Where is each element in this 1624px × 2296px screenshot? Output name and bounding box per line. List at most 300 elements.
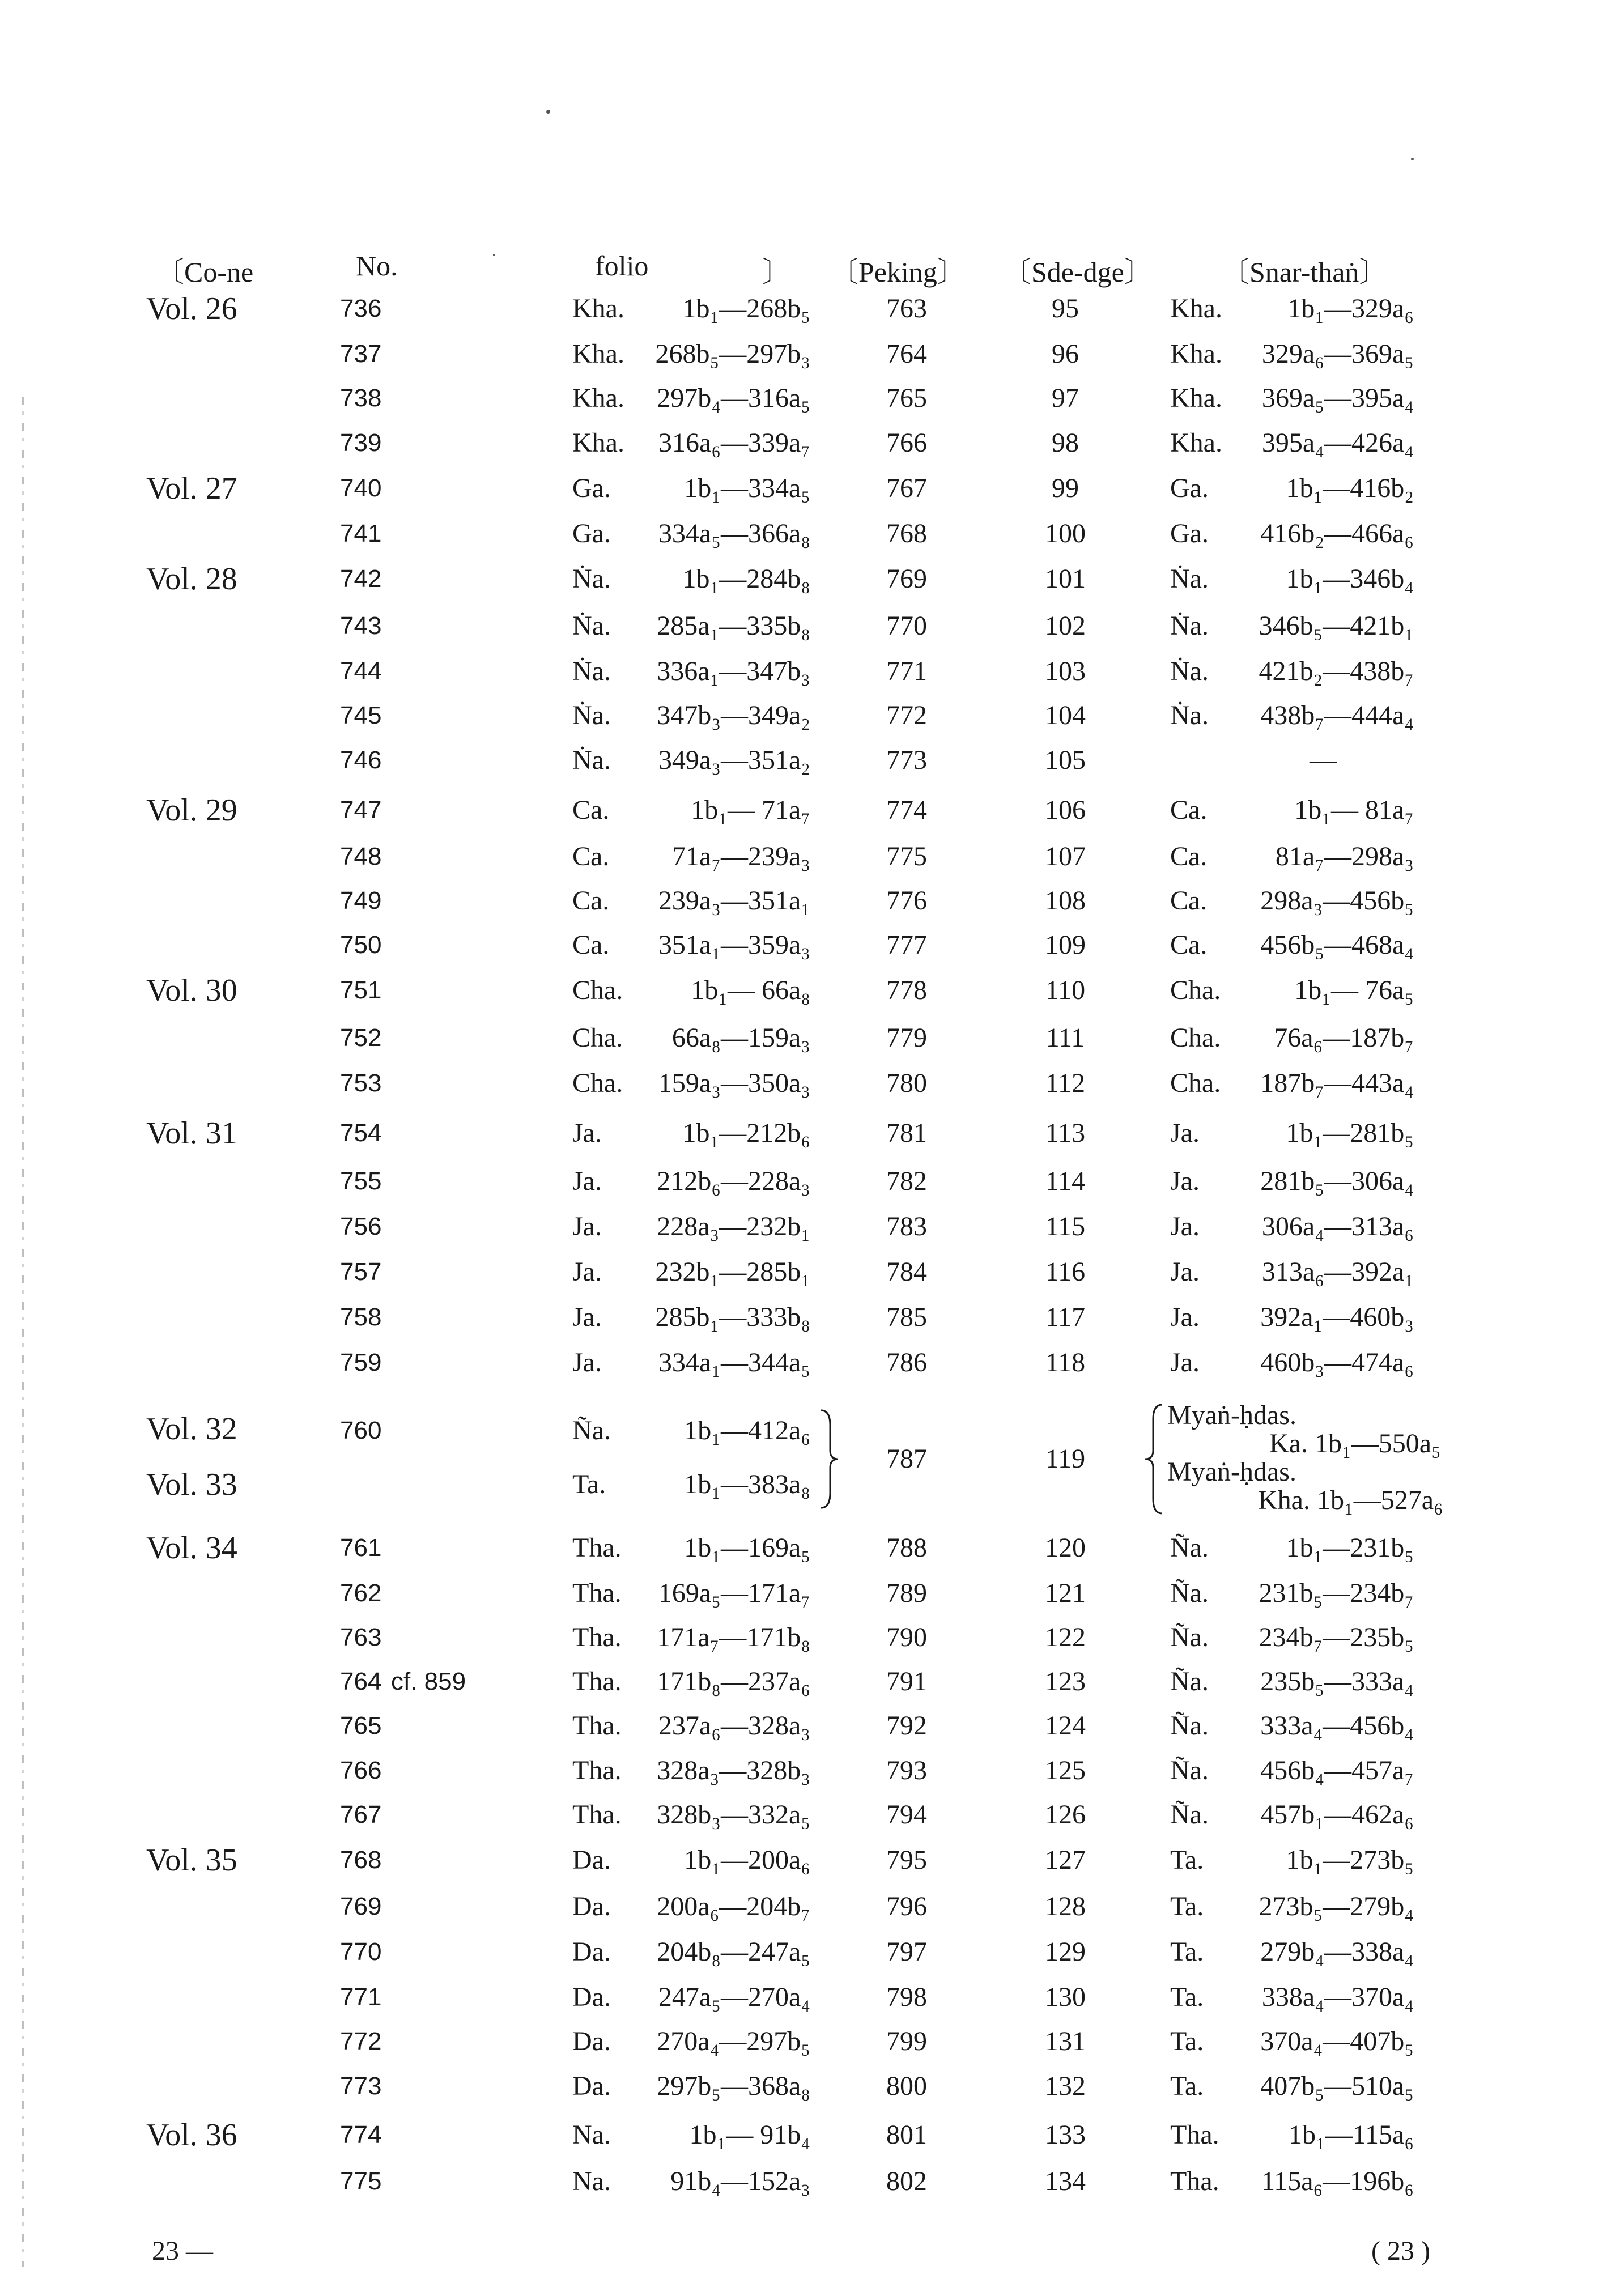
snarthan-range: 1b₁—329a₆ bbox=[1287, 294, 1414, 324]
sdedge-number: 133 bbox=[1045, 2120, 1086, 2150]
right-brace-icon bbox=[819, 1408, 841, 1510]
folio-range: 328b₃—332a₅ bbox=[657, 1800, 810, 1830]
sdedge-number: 124 bbox=[1045, 1711, 1086, 1741]
folio-volume: Tha. bbox=[572, 1578, 622, 1608]
folio-range: 1b₁— 91b₄ bbox=[689, 2120, 810, 2150]
sdedge-number: 96 bbox=[1052, 339, 1079, 369]
folio-range: 334a₅—366a₈ bbox=[658, 518, 810, 549]
sdedge-number: 107 bbox=[1045, 841, 1086, 871]
snarthan-range: 333a₄—456b₄ bbox=[1260, 1711, 1414, 1741]
peking-number: 790 bbox=[886, 1622, 927, 1652]
snarthan-volume: Ta. bbox=[1170, 1891, 1204, 1921]
folio-volume: Ṅa. bbox=[572, 564, 611, 594]
entry-number: 766 bbox=[340, 1757, 382, 1784]
snarthan-volume: Ca. bbox=[1170, 795, 1208, 825]
table-row bbox=[0, 2165, 1624, 2204]
sdedge-number: 101 bbox=[1045, 564, 1086, 594]
folio-range: 66a₈—159a₃ bbox=[671, 1023, 810, 1053]
folio-range: 285a₁—335b₈ bbox=[657, 611, 810, 641]
volume-label: Vol. 28 bbox=[146, 562, 237, 597]
snarthan-volume: Cha. bbox=[1170, 1023, 1221, 1053]
table-row bbox=[0, 1021, 1624, 1061]
table-row bbox=[0, 1210, 1624, 1249]
peking-number: 791 bbox=[886, 1666, 927, 1697]
entry-number: 736 bbox=[340, 295, 382, 322]
sdedge-number: 109 bbox=[1045, 930, 1086, 960]
folio-range: 1b₁— 71a₇ bbox=[691, 795, 810, 825]
folio-volume: Ṅa. bbox=[572, 745, 611, 775]
snarthan-range: 313a₆—392a₁ bbox=[1261, 1257, 1414, 1287]
snarthan-range: 421b₂—438b₇ bbox=[1259, 656, 1414, 686]
folio-volume: Ña. bbox=[572, 1415, 611, 1445]
folio-volume: Da. bbox=[572, 1891, 611, 1921]
table-row bbox=[0, 1980, 1624, 2020]
scan-speck bbox=[493, 254, 495, 256]
table-row bbox=[0, 1346, 1624, 1385]
snarthan-range: 407b₅—510a₅ bbox=[1260, 2071, 1414, 2101]
entry-number: 770 bbox=[340, 1938, 382, 1966]
entry-number: 765 bbox=[340, 1712, 382, 1740]
table-row bbox=[0, 973, 1624, 1013]
folio-volume: Ca. bbox=[572, 841, 610, 871]
snarthan-volume: Ṅa. bbox=[1170, 564, 1209, 594]
sdedge-number: 119 bbox=[1045, 1444, 1086, 1474]
peking-number: 772 bbox=[886, 700, 927, 730]
sdedge-number: 125 bbox=[1045, 1755, 1086, 1785]
snarthan-range: 81a₇—298a₃ bbox=[1275, 841, 1414, 871]
table-row bbox=[0, 2069, 1624, 2109]
entry-number: 754 bbox=[340, 1119, 382, 1147]
peking-number: 782 bbox=[886, 1166, 927, 1196]
entry-number: 743 bbox=[340, 612, 382, 640]
snarthan-range: 76a₆—187b₇ bbox=[1274, 1023, 1414, 1053]
table-row bbox=[0, 1665, 1624, 1704]
sdedge-number: 97 bbox=[1052, 383, 1079, 413]
peking-number: 788 bbox=[886, 1533, 927, 1563]
snarthan-volume: Ja. bbox=[1170, 1211, 1200, 1241]
peking-number: 775 bbox=[886, 841, 927, 871]
volume-label: Vol. 29 bbox=[146, 793, 237, 828]
snarthan-range: Kha. 1b₁—527a₆ bbox=[1258, 1485, 1443, 1515]
volume-label: Vol. 35 bbox=[146, 1843, 237, 1878]
snarthan-range: 1b₁—231b₅ bbox=[1286, 1533, 1414, 1563]
folio-volume: Tha. bbox=[572, 1755, 622, 1785]
folio-range: 268b₅—297b₃ bbox=[655, 339, 810, 369]
folio-range: 1b₁—334a₅ bbox=[684, 473, 810, 503]
snarthan-volume: Ga. bbox=[1170, 473, 1209, 503]
folio-volume: Tha. bbox=[572, 1800, 622, 1830]
table-row bbox=[0, 1798, 1624, 1838]
entry-number: 753 bbox=[340, 1069, 382, 1097]
peking-number: 789 bbox=[886, 1578, 927, 1608]
peking-number: 777 bbox=[886, 930, 927, 960]
folio-volume: Ja. bbox=[572, 1347, 602, 1377]
snarthan-volume: Ja. bbox=[1170, 1347, 1200, 1377]
folio-range: 1b₁— 66a₈ bbox=[691, 975, 810, 1005]
sdedge-number: 129 bbox=[1045, 1937, 1086, 1967]
peking-number: 770 bbox=[886, 611, 927, 641]
folio-range: 232b₁—285b₁ bbox=[655, 1257, 810, 1287]
sdedge-number: 123 bbox=[1045, 1666, 1086, 1697]
folio-range: 334a₁—344a₅ bbox=[658, 1347, 810, 1377]
folio-range: 237a₆—328a₃ bbox=[658, 1711, 810, 1741]
sdedge-number: 122 bbox=[1045, 1622, 1086, 1652]
sdedge-number: 108 bbox=[1045, 886, 1086, 916]
sdedge-number: 128 bbox=[1045, 1891, 1086, 1921]
folio-volume: Tha. bbox=[572, 1622, 622, 1652]
entry-number: 771 bbox=[340, 1983, 382, 2011]
folio-range: 212b₆—228a₃ bbox=[657, 1166, 810, 1196]
peking-number: 796 bbox=[886, 1891, 927, 1921]
page-number-right: ( 23 ) bbox=[1371, 2236, 1430, 2266]
folio-range: 1b₁—383a₈ bbox=[684, 1469, 810, 1499]
table-row bbox=[0, 609, 1624, 649]
snarthan-title: Myaṅ-ḥdas. bbox=[1167, 1400, 1296, 1430]
sdedge-number: 117 bbox=[1045, 1302, 1086, 1332]
table-row bbox=[0, 743, 1624, 783]
snarthan-volume: Ña. bbox=[1170, 1800, 1209, 1830]
folio-range: 1b₁—169a₅ bbox=[684, 1533, 810, 1563]
peking-number: 773 bbox=[886, 745, 927, 775]
snarthan-range: 338a₄—370a₄ bbox=[1261, 1982, 1414, 2012]
folio-volume: Tha. bbox=[572, 1533, 622, 1563]
folio-range: 316a₆—339a₇ bbox=[658, 428, 810, 458]
sdedge-number: 131 bbox=[1045, 2026, 1086, 2056]
entry-number: 772 bbox=[340, 2027, 382, 2055]
snarthan-volume: Ta. bbox=[1170, 1845, 1204, 1875]
sdedge-number: 114 bbox=[1045, 1166, 1086, 1196]
entry-number: 751 bbox=[340, 976, 382, 1004]
peking-number: 793 bbox=[886, 1755, 927, 1785]
folio-range: 285b₁—333b₈ bbox=[655, 1302, 810, 1332]
entry-number: 773 bbox=[340, 2072, 382, 2100]
entry-number: 767 bbox=[340, 1801, 382, 1829]
entry-number: 739 bbox=[340, 429, 382, 457]
snarthan-range: 392a₁—460b₃ bbox=[1260, 1302, 1414, 1332]
sdedge-number: 110 bbox=[1045, 975, 1086, 1005]
folio-volume: Tha. bbox=[572, 1666, 622, 1697]
snarthan-volume: Ta. bbox=[1170, 2071, 1204, 2101]
folio-range: 159a₃—350a₃ bbox=[658, 1068, 810, 1098]
snarthan-volume: Ña. bbox=[1170, 1755, 1209, 1785]
table-row bbox=[0, 471, 1624, 511]
entry-number: 741 bbox=[340, 520, 382, 547]
snarthan-range: 1b₁—273b₅ bbox=[1286, 1845, 1414, 1875]
peking-number: 799 bbox=[886, 2026, 927, 2056]
snarthan-range: 395a₄—426a₄ bbox=[1261, 428, 1414, 458]
sdedge-number: 99 bbox=[1052, 473, 1079, 503]
folio-volume: Ṅa. bbox=[572, 700, 611, 730]
snarthan-volume: Ña. bbox=[1170, 1578, 1209, 1608]
table-row bbox=[0, 1116, 1624, 1156]
table-row bbox=[0, 1890, 1624, 1929]
peking-number: 794 bbox=[886, 1800, 927, 1830]
snarthan-volume: Ña. bbox=[1170, 1711, 1209, 1741]
snarthan-range: 457b₁—462a₆ bbox=[1260, 1800, 1414, 1830]
sdedge-number: 106 bbox=[1045, 795, 1086, 825]
sdedge-number: 112 bbox=[1045, 1068, 1086, 1098]
folio-range: 1b₁—284b₈ bbox=[682, 564, 810, 594]
peking-number: 779 bbox=[886, 1023, 927, 1053]
peking-number: 774 bbox=[886, 795, 927, 825]
header-cone: 〔Co-ne bbox=[156, 256, 254, 288]
snarthan-volume: Kha. bbox=[1170, 383, 1222, 413]
snarthan-range: 279b₄—338a₄ bbox=[1260, 1937, 1414, 1967]
snarthan-range: 369a₅—395a₄ bbox=[1261, 383, 1414, 413]
table-row bbox=[0, 654, 1624, 694]
snarthan-volume: Ta. bbox=[1170, 1982, 1204, 2012]
folio-range: 1b₁—412a₆ bbox=[684, 1415, 810, 1445]
table-row bbox=[0, 699, 1624, 738]
folio-range: 297b₄—316a₅ bbox=[657, 383, 810, 413]
sdedge-number: 103 bbox=[1045, 656, 1086, 686]
table-row bbox=[0, 1531, 1624, 1571]
folio-volume: Cha. bbox=[572, 1023, 623, 1053]
header-folio: folio bbox=[595, 250, 649, 282]
volume-label: Vol. 27 bbox=[146, 471, 237, 506]
folio-range: 247a₅—270a₄ bbox=[658, 1982, 810, 2012]
snarthan-range: 1b₁— 81a₇ bbox=[1294, 795, 1414, 825]
folio-range: 328a₃—328b₃ bbox=[657, 1755, 810, 1785]
folio-range: 297b₅—368a₈ bbox=[657, 2071, 810, 2101]
scan-speck bbox=[546, 110, 550, 114]
peking-number: 798 bbox=[886, 1982, 927, 2012]
entry-number: 744 bbox=[340, 657, 382, 685]
entry-number: 749 bbox=[340, 887, 382, 915]
volume-label: Vol. 30 bbox=[146, 973, 237, 1008]
folio-range: 1b₁—268b₅ bbox=[682, 294, 810, 324]
peking-number: 787 bbox=[886, 1444, 927, 1474]
table-row bbox=[0, 2025, 1624, 2064]
snarthan-volume: Ṅa. bbox=[1170, 656, 1209, 686]
entry-number: 760 bbox=[340, 1417, 382, 1444]
peking-number: 767 bbox=[886, 473, 927, 503]
snarthan-volume: Ja. bbox=[1170, 1166, 1200, 1196]
entry-number: 737 bbox=[340, 340, 382, 368]
folio-volume: Ca. bbox=[572, 795, 610, 825]
sdedge-number: 115 bbox=[1045, 1211, 1086, 1241]
sdedge-number: 105 bbox=[1045, 745, 1086, 775]
header-snarthan: 〔Snar-thaṅ〕 bbox=[1221, 256, 1388, 288]
table-row bbox=[0, 2118, 1624, 2158]
folio-range: 171a₇—171b₈ bbox=[657, 1622, 810, 1652]
peking-number: 786 bbox=[886, 1347, 927, 1377]
header-sdedge: 〔Sde-dge〕 bbox=[1003, 256, 1153, 288]
snarthan-range: 416b₂—466a₆ bbox=[1260, 518, 1414, 549]
table-row bbox=[0, 1164, 1624, 1204]
folio-volume: Ja. bbox=[572, 1257, 602, 1287]
entry-number: 757 bbox=[340, 1258, 382, 1286]
snarthan-range: 438b₇—444a₄ bbox=[1260, 700, 1414, 730]
sdedge-number: 104 bbox=[1045, 700, 1086, 730]
table-row bbox=[0, 1843, 1624, 1883]
snarthan-volume: Cha. bbox=[1170, 975, 1221, 1005]
sdedge-number: 130 bbox=[1045, 1982, 1086, 2012]
folio-volume: Da. bbox=[572, 2026, 611, 2056]
volume-label: Vol. 34 bbox=[146, 1530, 237, 1566]
snarthan-volume: Ca. bbox=[1170, 930, 1208, 960]
folio-range: 91b₄—152a₃ bbox=[670, 2166, 810, 2196]
snarthan-range: 1b₁—416b₂ bbox=[1286, 473, 1414, 503]
peking-number: 792 bbox=[886, 1711, 927, 1741]
folio-volume: Da. bbox=[572, 1982, 611, 2012]
folio-volume: Da. bbox=[572, 2071, 611, 2101]
folio-volume: Da. bbox=[572, 1937, 611, 1967]
snarthan-volume: Ca. bbox=[1170, 841, 1208, 871]
folio-volume: Ca. bbox=[572, 886, 610, 916]
table-row bbox=[0, 1066, 1624, 1106]
snarthan-range: 231b₅—234b₇ bbox=[1259, 1578, 1414, 1608]
entry-number: 738 bbox=[340, 384, 382, 412]
snarthan-range: 115a₆—196b₆ bbox=[1261, 2166, 1414, 2196]
folio-volume: Kha. bbox=[572, 339, 624, 369]
snarthan-volume: Kha. bbox=[1170, 339, 1222, 369]
snarthan-range: 234b₇—235b₅ bbox=[1259, 1622, 1414, 1652]
snarthan-volume: Ṅa. bbox=[1170, 611, 1209, 641]
folio-volume: Ṅa. bbox=[572, 656, 611, 686]
peking-number: 797 bbox=[886, 1937, 927, 1967]
folio-range: 204b₈—247a₅ bbox=[657, 1937, 810, 1967]
folio-volume: Ga. bbox=[572, 518, 611, 549]
snarthan-title: Myaṅ-ḥdas. bbox=[1167, 1457, 1296, 1487]
entry-number: 748 bbox=[340, 843, 382, 870]
entry-number: 755 bbox=[340, 1167, 382, 1195]
peking-number: 783 bbox=[886, 1211, 927, 1241]
snarthan-range: 370a₄—407b₅ bbox=[1260, 2026, 1414, 2056]
table-row bbox=[0, 840, 1624, 879]
snarthan-volume: Ña. bbox=[1170, 1622, 1209, 1652]
entry-number: 762 bbox=[340, 1579, 382, 1607]
table-row bbox=[0, 1576, 1624, 1616]
sdedge-number: 111 bbox=[1045, 1023, 1085, 1053]
folio-range: 239a₃—351a₁ bbox=[658, 886, 810, 916]
peking-number: 785 bbox=[886, 1302, 927, 1332]
header-peking: 〔Peking〕 bbox=[830, 256, 966, 288]
sdedge-number: 120 bbox=[1045, 1533, 1086, 1563]
folio-range: 171b₈—237a₆ bbox=[657, 1666, 810, 1697]
snarthan-range: — bbox=[1310, 745, 1337, 775]
peking-number: 768 bbox=[886, 518, 927, 549]
peking-number: 795 bbox=[886, 1845, 927, 1875]
snarthan-volume: Ga. bbox=[1170, 518, 1209, 549]
snarthan-range: 306a₄—313a₆ bbox=[1261, 1211, 1414, 1241]
entry-number: 759 bbox=[340, 1349, 382, 1376]
cross-reference: cf. 859 bbox=[391, 1668, 466, 1695]
peking-number: 771 bbox=[886, 656, 927, 686]
folio-range: 200a₆—204b₇ bbox=[657, 1891, 810, 1921]
left-brace-icon bbox=[1142, 1402, 1164, 1516]
folio-volume: Cha. bbox=[572, 1068, 623, 1098]
folio-volume: Ga. bbox=[572, 473, 611, 503]
page-number-left: 23 — bbox=[152, 2236, 213, 2266]
sdedge-number: 121 bbox=[1045, 1578, 1086, 1608]
folio-range: 169a₅—171a₇ bbox=[658, 1578, 810, 1608]
entry-number: 774 bbox=[340, 2121, 382, 2149]
snarthan-range: 281b₅—306a₄ bbox=[1260, 1166, 1414, 1196]
entry-number: 747 bbox=[340, 796, 382, 824]
table-row bbox=[0, 426, 1624, 466]
table-row bbox=[0, 381, 1624, 421]
snarthan-volume: Tha. bbox=[1170, 2120, 1219, 2150]
volume-label: Vol. 31 bbox=[146, 1116, 237, 1151]
table-row bbox=[0, 292, 1624, 331]
peking-number: 802 bbox=[886, 2166, 927, 2196]
entry-number: 768 bbox=[340, 1846, 382, 1874]
folio-volume: Na. bbox=[572, 2166, 611, 2196]
folio-range: 349a₃—351a₂ bbox=[658, 745, 810, 775]
sdedge-number: 134 bbox=[1045, 2166, 1086, 2196]
snarthan-range: 298a₃—456b₅ bbox=[1260, 886, 1414, 916]
entry-number: 750 bbox=[340, 931, 382, 959]
snarthan-volume: Ña. bbox=[1170, 1666, 1209, 1697]
sdedge-number: 98 bbox=[1052, 428, 1079, 458]
snarthan-volume: Ca. bbox=[1170, 886, 1208, 916]
header-no: No. bbox=[356, 250, 398, 282]
sdedge-number: 126 bbox=[1045, 1800, 1086, 1830]
peking-number: 769 bbox=[886, 564, 927, 594]
snarthan-volume: Cha. bbox=[1170, 1068, 1221, 1098]
snarthan-range: 346b₅—421b₁ bbox=[1259, 611, 1414, 641]
table-row bbox=[0, 562, 1624, 602]
snarthan-volume: Kha. bbox=[1170, 428, 1222, 458]
entry-number: 758 bbox=[340, 1303, 382, 1331]
snarthan-range: 1b₁—281b₅ bbox=[1286, 1118, 1414, 1148]
peking-number: 784 bbox=[886, 1257, 927, 1287]
snarthan-range: 329a₆—369a₅ bbox=[1261, 339, 1414, 369]
scan-speck bbox=[1411, 158, 1414, 160]
peking-number: 765 bbox=[886, 383, 927, 413]
sdedge-number: 113 bbox=[1045, 1118, 1086, 1148]
folio-range: 1b₁—200a₆ bbox=[684, 1845, 810, 1875]
table-row bbox=[0, 337, 1624, 377]
sdedge-number: 127 bbox=[1045, 1845, 1086, 1875]
peking-number: 801 bbox=[886, 2120, 927, 2150]
entry-number: 752 bbox=[340, 1024, 382, 1052]
folio-range: 270a₄—297b₅ bbox=[657, 2026, 810, 2056]
snarthan-volume: Ja. bbox=[1170, 1257, 1200, 1287]
peking-number: 781 bbox=[886, 1118, 927, 1148]
header-folio-close: 〕 bbox=[762, 256, 790, 288]
folio-volume: Ṅa. bbox=[572, 611, 611, 641]
snarthan-range: 1b₁— 76a₅ bbox=[1294, 975, 1414, 1005]
snarthan-range: 456b₅—468a₄ bbox=[1260, 930, 1414, 960]
snarthan-range: 1b₁—346b₄ bbox=[1286, 564, 1414, 594]
folio-range: 1b₁—212b₆ bbox=[682, 1118, 810, 1148]
snarthan-volume: Ja. bbox=[1170, 1302, 1200, 1332]
folio-volume: Ja. bbox=[572, 1166, 602, 1196]
sdedge-number: 118 bbox=[1045, 1347, 1086, 1377]
entry-number: 740 bbox=[340, 474, 382, 502]
folio-volume: Ca. bbox=[572, 930, 610, 960]
sdedge-number: 102 bbox=[1045, 611, 1086, 641]
folio-volume: Da. bbox=[572, 1845, 611, 1875]
peking-number: 778 bbox=[886, 975, 927, 1005]
entry-number: 746 bbox=[340, 746, 382, 774]
peking-number: 800 bbox=[886, 2071, 927, 2101]
table-row bbox=[0, 884, 1624, 924]
snarthan-volume: Ja. bbox=[1170, 1118, 1200, 1148]
folio-volume: Ja. bbox=[572, 1211, 602, 1241]
table-row bbox=[0, 1935, 1624, 1975]
peking-number: 763 bbox=[886, 294, 927, 324]
entry-number: 775 bbox=[340, 2167, 382, 2195]
snarthan-volume: Kha. bbox=[1170, 294, 1222, 324]
snarthan-volume: Ta. bbox=[1170, 1937, 1204, 1967]
folio-volume: Tha. bbox=[572, 1711, 622, 1741]
table-row bbox=[0, 1621, 1624, 1660]
entry-number: 745 bbox=[340, 701, 382, 729]
volume-label: Vol. 26 bbox=[146, 291, 237, 326]
